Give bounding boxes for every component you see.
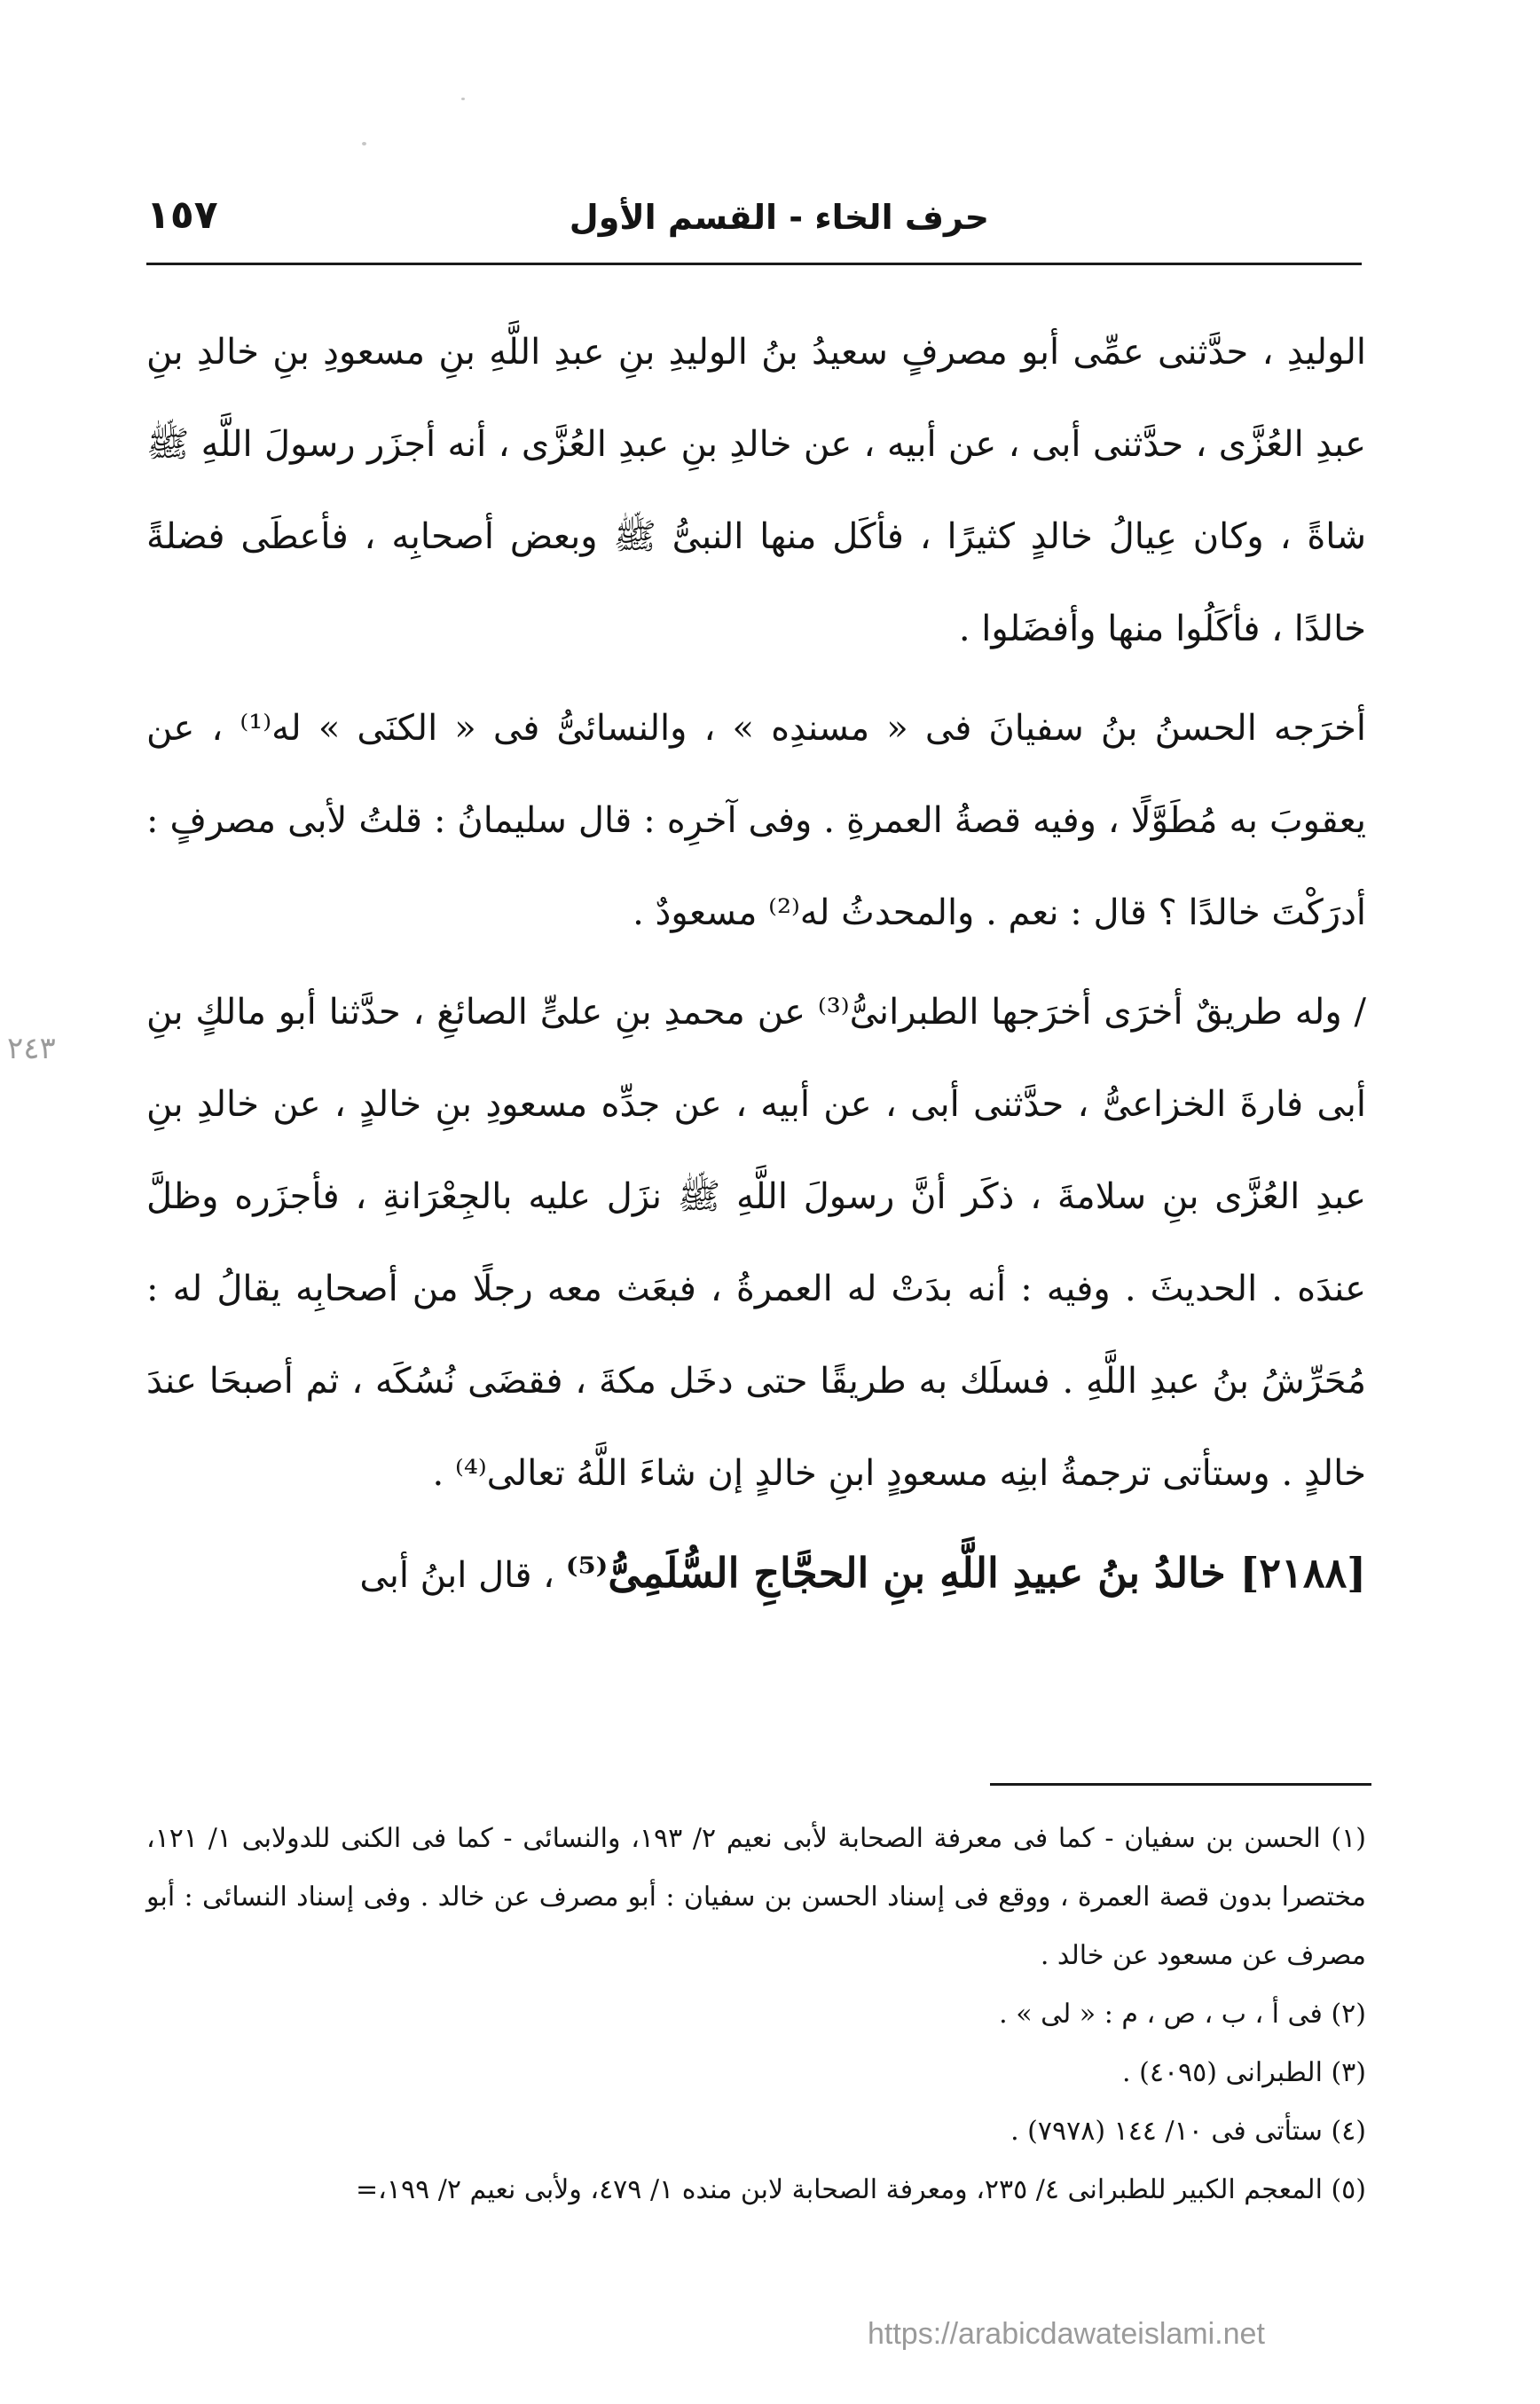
entry-line: [146, 1527, 1366, 1622]
page-number: ١٥٧: [146, 192, 218, 238]
entry-heading: [٢١٨٨] خالدُ بنُ عبيدِ اللَّهِ بنِ الحجَّاجِ السُّلَمِىُّ⁽⁵⁾: [565, 1549, 1366, 1597]
footnote-5: (٥) المعجم الكبير للطبرانى ٤/ ٢٣٥، ومعرفة الصحابة لابن منده ١/ ٤٧٩، ولأبى نعيم ٢/ ١٩٩،=: [356, 2174, 1366, 2205]
entry-text-start: ، قال ابنُ أبى: [359, 1555, 555, 1596]
footnote-1: (١) الحسن بن سفيان - كما فى معرفة الصحابة لأبى نعيم ٢/ ١٩٣، والنسائى - كما فى الكنى للدولابى ١/ ١٢١، مختصرا بدون قصة العمرة ، ووقع فى إسناد الحسن بن سفيان : أبو مصرف عن خالد . وفى إسناد النسائى : أبو مصرف عن مسعود عن خالد .: [146, 1823, 1366, 1971]
margin-page-reference: ٢٤٣: [7, 1031, 56, 1066]
footnote-2: (٢) فى أ ، ب ، ص ، م : « لى » .: [999, 1999, 1366, 2030]
footnote-3: (٣) الطبرانى (٤٠٩٥) .: [1122, 2057, 1366, 2088]
footnotes: [146, 1810, 1366, 2219]
paragraph-3: / وله طريقٌ أخرَى أخرَجها الطبرانىُّ⁽³⁾ عن محمدِ بنِ علىٍّ الصائغِ ، حدَّثنا أبو مالكٍ بنِ أبى فارةَ الخزاعىُّ ، حدَّثنى أبى ، عن أبيه ، عن جدِّه مسعودِ بنِ خالدٍ ، عن خالدِ بنِ عبدِ العُزَّى بنِ سلامةَ ، ذكَر أنَّ رسولَ اللَّهِ ﷺ نزَل عليه بالجِعْرَانةِ ، فأجزَره وظلَّ عندَه . الحديثَ . وفيه : أنه بدَتْ له العمرةُ ، فبعَث معه رجلًا من أصحابِه يقالُ له : مُحَرِّشُ بنُ عبدِ اللَّهِ . فسلَك به طريقًا حتى دخَل مكةَ ، فقضَى نُسُكَه ، ثم أصبحَا عندَ خالدٍ . وستأتى ترجمةُ ابنِه مسعودٍ ابنِ خالدٍ إن شاءَ اللَّهُ تعالى⁽⁴⁾ .: [146, 992, 1367, 1494]
page-header: [146, 182, 1362, 253]
watermark-url: https://arabicdawateislami.net: [868, 2317, 1265, 2351]
paragraph-1: الوليدِ ، حدَّثنى عمِّى أبو مصرفٍ سعيدُ بنُ الوليدِ بنِ عبدِ اللَّهِ بنِ مسعودِ بنِ خالدِ بنِ عبدِ العُزَّى ، حدَّثنى أبى ، عن أبيه ، عن خالدِ بنِ عبدِ العُزَّى ، أنه أجزَر رسولَ اللَّهِ ﷺ شاةً ، وكان عِيالُ خالدٍ كثيرًا ، فأكَل منها النبىُّ ﷺ وبعض أصحابِه ، فأعطَى فضلةً خالدًا ، فأكَلُوا منها وأفضَلوا .: [146, 332, 1366, 649]
footnote-4: (٤) ستأتى فى ١٠/ ١٤٤ (٧٩٧٨) .: [1010, 2116, 1366, 2147]
paragraph-2: أخرَجه الحسنُ بنُ سفيانَ فى « مسندِه » ، والنسائىُّ فى « الكنَى » له⁽¹⁾ ، عن يعقوبَ به مُطَوَّلًا ، وفيه قصةُ العمرةِ . وفى آخرِه : قال سليمانُ : قلتُ لأبى مصرفٍ : أدرَكْتَ خالدًا ؟ قال : نعم . والمحدثُ له⁽²⁾ مسعودٌ .: [146, 708, 1367, 933]
footnote-separator: [990, 1783, 1371, 1786]
main-text: [146, 306, 1366, 1622]
scan-speck: [461, 98, 465, 100]
header-rule: [146, 263, 1362, 265]
scan-speck: [362, 142, 366, 145]
running-title: حرف الخاء - القسم الأول: [569, 198, 989, 237]
